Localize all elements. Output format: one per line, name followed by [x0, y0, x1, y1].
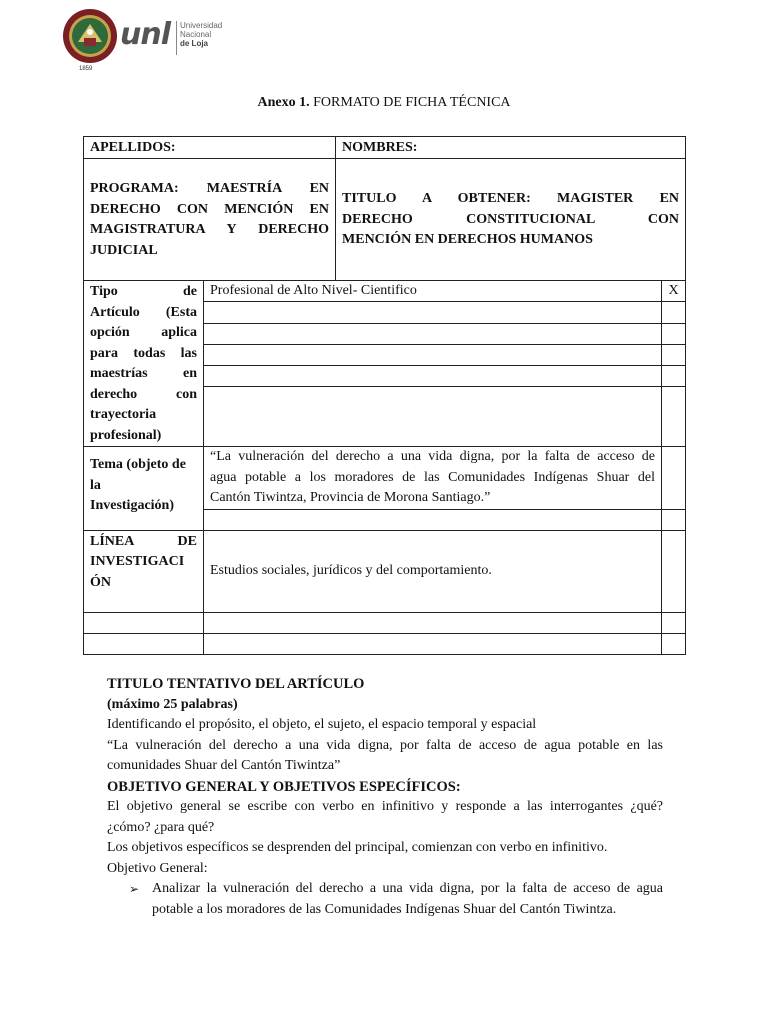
tipo-label-line: maestrías en — [90, 366, 197, 381]
empty-cell[interactable] — [204, 633, 662, 654]
paragraph-line: El objetivo general se escribe con verbo en infinitivo y responde a las interrogantes ¿qué? — [107, 799, 663, 814]
bullet-line: potable a los moradores de las Comunidades Indígenas Shuar del Cantón Tiwintza. — [152, 901, 617, 917]
tipo-option-mark[interactable] — [662, 323, 686, 344]
empty-cell[interactable] — [662, 633, 686, 654]
tipo-option-text: Profesional de Alto Nivel- Cientifico — [210, 283, 417, 299]
table-row — [84, 447, 686, 510]
section-heading-objetivos: OBJETIVO GENERAL Y OBJETIVOS ESPECÍFICOS: — [107, 778, 461, 795]
empty-cell[interactable] — [84, 612, 204, 633]
tema-extra-cell[interactable] — [204, 509, 662, 530]
tipo-option-cell[interactable] — [204, 387, 662, 447]
nombres-label: NOMBRES: — [342, 139, 418, 155]
tipo-option-cell[interactable] — [204, 302, 662, 323]
tema-value-cell[interactable] — [204, 447, 662, 510]
tipo-option-mark[interactable]: X — [662, 281, 686, 302]
paragraph: Identificando el propósito, el objeto, el sujeto, el espacio temporal y espacial — [107, 717, 537, 732]
objetivo-general-label: Objetivo General: — [107, 860, 208, 876]
quote-line: comunidades Shuar del Cantón Tiwintza” — [107, 758, 341, 773]
linea-value-text: Estudios sociales, jurídicos y del comportamiento. — [210, 563, 492, 578]
programa-cell — [84, 159, 336, 281]
titulo-line: MENCIÓN EN DERECHOS HUMANOS — [342, 232, 593, 247]
table-row — [84, 159, 686, 281]
empty-cell[interactable] — [84, 633, 204, 654]
tema-label-line: Investigación) — [90, 498, 174, 513]
document-title-text: FORMATO DE FICHA TÉCNICA — [309, 95, 511, 110]
tipo-label-line: profesional) — [90, 427, 162, 443]
tipo-label-line: Tipo de — [90, 284, 197, 299]
tipo-option-mark[interactable] — [662, 366, 686, 387]
seal-year: 1859 — [79, 66, 93, 72]
empty-cell[interactable] — [662, 612, 686, 633]
paragraph: Los objetivos específicos se desprenden del principal, comienzan con verbo en infinitivo. — [107, 840, 608, 855]
tema-value-line: Cantón Tiwintza, Provincia de Morona Santiago.” — [210, 490, 491, 505]
tipo-option-cell[interactable] — [204, 366, 662, 387]
linea-label-line: ÓN — [90, 574, 111, 590]
document-title-prefix: Anexo 1. — [257, 95, 310, 110]
titulo-line: DERECHO CONSTITUCIONAL CON — [342, 211, 680, 227]
bullet-item — [107, 879, 663, 920]
university-name-bold: de Loja — [180, 39, 209, 48]
tipo-label-line: trayectoria — [90, 407, 157, 422]
university-name — [180, 21, 222, 48]
table-row — [84, 633, 686, 654]
table-row — [84, 530, 686, 612]
tema-label-line: Tema (objeto de — [90, 457, 186, 472]
arrow-bullet-icon: ➢ — [129, 882, 140, 896]
tipo-label-line: derecho con — [90, 386, 197, 402]
university-seal-icon — [62, 8, 118, 64]
apellidos-label: APELLIDOS: — [90, 139, 176, 155]
bullet-line: Analizar la vulneración del derecho a una vida digna, por la falta de acceso de agua — [152, 881, 663, 896]
tipo-option-cell[interactable] — [204, 344, 662, 365]
paragraph-line: ¿cómo? ¿para qué? — [107, 819, 215, 835]
linea-label-line: INVESTIGACI — [90, 554, 185, 569]
document-body — [107, 674, 663, 920]
programa-line: MAGISTRATURA Y DERECHO — [90, 222, 330, 237]
tipo-option-mark[interactable] — [662, 387, 686, 447]
university-name-line: Nacional — [180, 30, 212, 39]
ficha-tecnica-table — [83, 136, 686, 655]
tipo-label-line: opción aplica — [90, 325, 197, 340]
titulo-line: TITULO A OBTENER: MAGISTER EN — [342, 191, 680, 206]
tema-value-line: agua potable a los moradores de las Comunidades Indígenas Shuar del — [210, 469, 656, 485]
quote-line: “La vulneración del derecho a una vida digna, por falta de acceso de agua potable en las — [107, 737, 663, 753]
empty-cell[interactable] — [204, 612, 662, 633]
table-row — [84, 612, 686, 633]
tipo-option-mark[interactable] — [662, 302, 686, 323]
linea-label-cell — [84, 530, 204, 612]
logo-divider — [176, 21, 177, 55]
programa-line: PROGRAMA: MAESTRÍA EN — [90, 181, 330, 196]
titulo-cell — [336, 159, 686, 281]
programa-line: JUDICIAL — [90, 242, 158, 258]
tipo-option-cell[interactable] — [204, 281, 662, 302]
tema-extra-mark[interactable] — [662, 509, 686, 530]
tipo-option-cell[interactable] — [204, 323, 662, 344]
linea-label-line: LÍNEA DE — [90, 533, 197, 549]
apellidos-cell[interactable] — [84, 137, 336, 159]
tipo-label-line: Artículo (Esta — [90, 304, 197, 320]
nombres-cell[interactable] — [336, 137, 686, 159]
document-title — [0, 95, 768, 111]
tipo-articulo-label-cell — [84, 281, 204, 447]
section-heading-titulo: TITULO TENTATIVO DEL ARTÍCULO — [107, 676, 365, 692]
tema-label-line: la — [90, 477, 101, 493]
university-name-line: Universidad — [180, 21, 223, 30]
tema-mark[interactable] — [662, 447, 686, 510]
table-row — [84, 137, 686, 159]
tema-label-cell — [84, 447, 204, 531]
linea-value-cell[interactable] — [204, 530, 662, 612]
brand-wordmark: unl — [120, 17, 170, 52]
linea-mark[interactable] — [662, 530, 686, 612]
tipo-label-line: para todas las — [90, 345, 197, 361]
tipo-option-mark[interactable] — [662, 344, 686, 365]
programa-line: DERECHO CON MENCIÓN EN — [90, 201, 330, 217]
table-row — [84, 281, 686, 302]
tema-value-line: “La vulneración del derecho a una vida digna, por la falta de acceso de — [210, 449, 656, 464]
section-subheading: (máximo 25 palabras) — [107, 696, 238, 712]
university-logo — [62, 8, 262, 70]
